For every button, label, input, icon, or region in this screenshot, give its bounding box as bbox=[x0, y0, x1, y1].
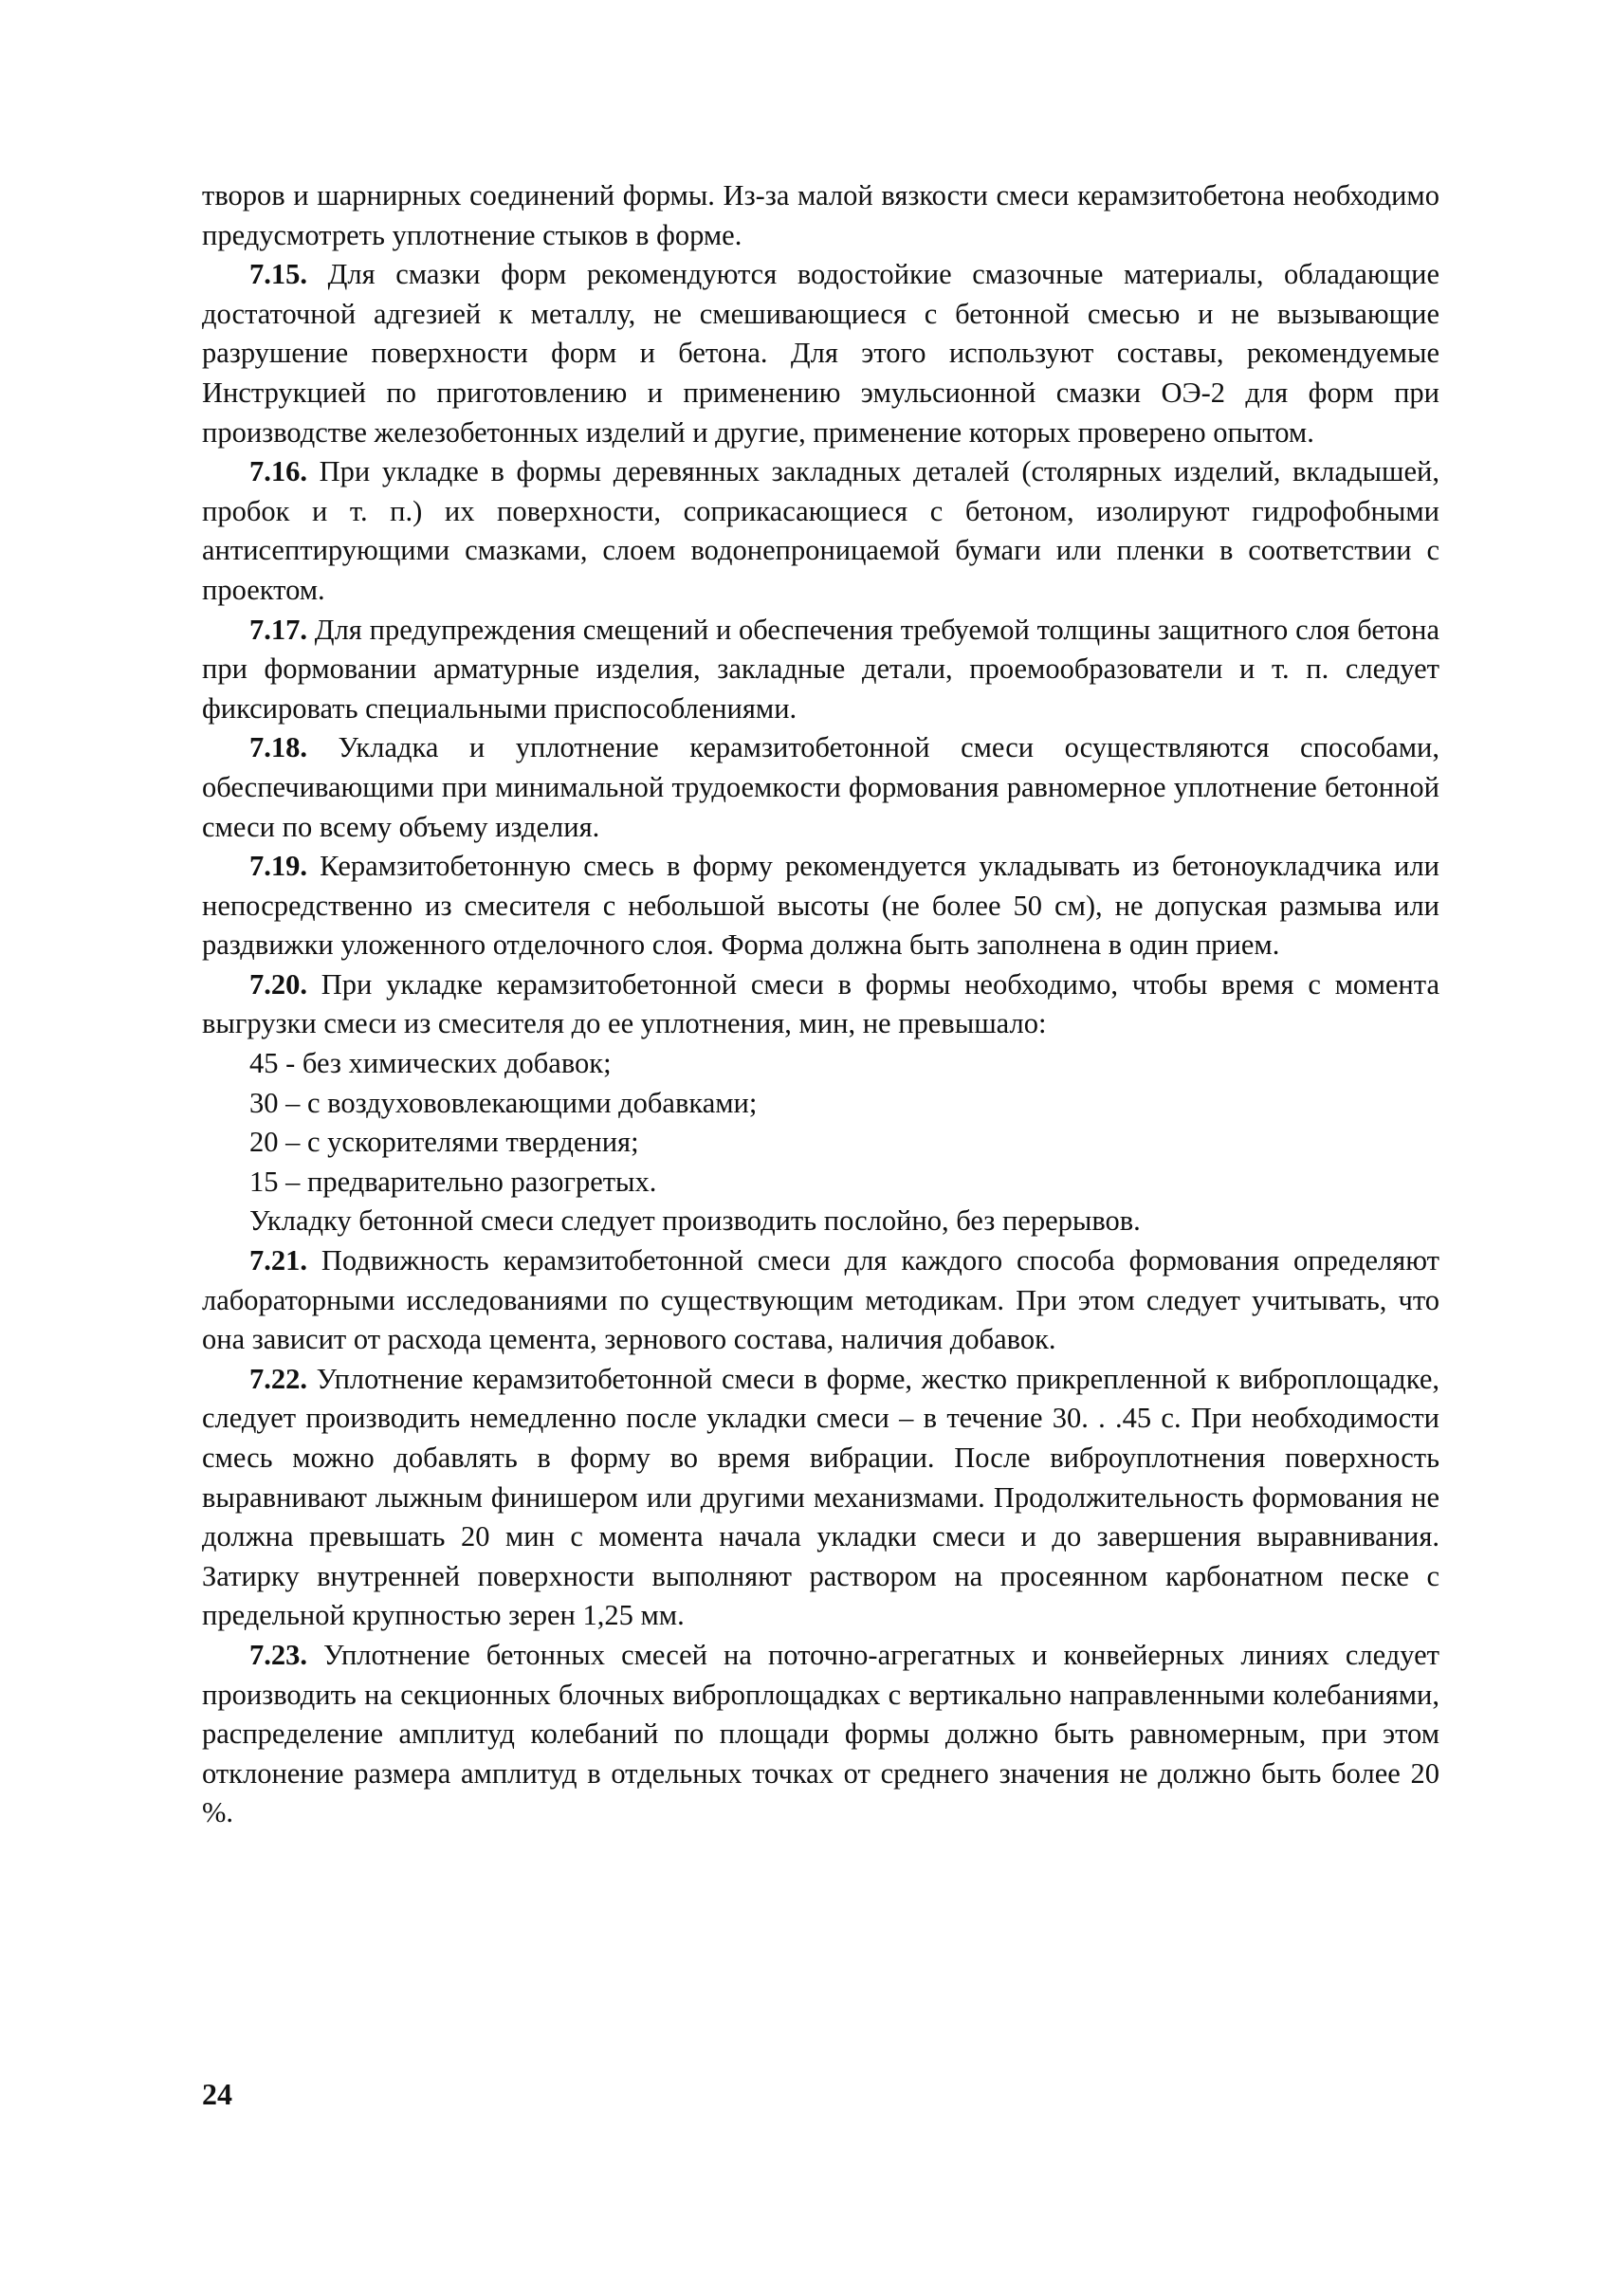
paragraph-7-17 bbox=[202, 611, 1439, 729]
clause-text: Укладка и уплотнение керамзитобетонной смеси осуществляются способами, обеспечивающими при минимальной трудоемкости формования равномерное уплотнение бетонной смеси по всему объему изделия. bbox=[202, 731, 1439, 843]
clause-text: При укладке керамзитобетонной смеси в формы необходимо, чтобы время с момента выгрузки смеси из смесителя до ее уплотнения, мин, не превышало: bbox=[202, 967, 1439, 1040]
clause-number: 7.19. bbox=[249, 850, 307, 883]
clause-number: 7.18. bbox=[249, 731, 307, 764]
paragraph-7-20-tail: Укладку бетонной смеси следует производить послойно, без перерывов. bbox=[249, 1204, 1141, 1238]
clause-number: 7.17. bbox=[249, 613, 307, 646]
list-item: 15 – предварительно разогретых. bbox=[249, 1165, 657, 1198]
clause-number: 7.22. bbox=[249, 1362, 307, 1395]
clause-number: 7.21. bbox=[249, 1244, 307, 1277]
list-item: 45 - без химических добавок; bbox=[249, 1047, 612, 1080]
document-body bbox=[202, 176, 1439, 1833]
clause-number: 7.20. bbox=[249, 967, 307, 1001]
page-number: 24 bbox=[202, 2077, 232, 2111]
clause-text: Для смазки форм рекомендуются водостойкие смазочные материалы, обладающие достаточной адгезией к металлу, не смешивающиеся с бетонной смесью и не вызывающие разрушение поверхности форм и бетона. Для этого используют составы, рекомендуемые Инструкцией по приготовлению и применению эмульсионной смазки ОЭ-2 для форм при производстве железобетонных изделий и другие, применение которых проверено опытом. bbox=[202, 258, 1439, 449]
paragraph-7-20 bbox=[202, 965, 1439, 1044]
paragraph-7-15 bbox=[202, 255, 1439, 452]
clause-text: Уплотнение бетонных смесей на поточно-агрегатных и конвейерных линиях следует производить на секционных блочных виброплощадках с вертикально направленными колебаниями, распределение амплитуд колебаний по площади формы должно быть равномерным, при этом отклонение размера амплитуд в отдельных точках от среднего значения не должно быть более 20 %. bbox=[202, 1638, 1439, 1829]
clause-text: При укладке в формы деревянных закладных деталей (столярных изделий, вкладышей, пробок и т. п.) их поверхности, соприкасающиеся с бетоном, изолируют гидрофобными антисептирующими смазками, слоем водонепроницаемой бумаги или пленки в соответствии с проектом. bbox=[202, 455, 1439, 606]
paragraph-intro: творов и шарнирных соединений формы. Из-за малой вязкости смеси керамзитобетона необходимо предусмотреть уплотнение стыков в форме. bbox=[202, 179, 1439, 251]
clause-text: Керамзитобетонную смесь в форму рекомендуется укладывать из бетоноукладчика или непосредственно из смесителя с небольшой высоты (не более 50 см), не допуская размыва или раздвижки уложенного отделочного слоя. Форма должна быть заполнена в один прием. bbox=[202, 850, 1439, 962]
list-item: 30 – с воздухововлекающими добавками; bbox=[249, 1086, 758, 1119]
clause-text: Уплотнение керамзитобетонной смеси в форме, жестко прикрепленной к виброплощадке, следует производить немедленно после укладки смеси – в течение 30. . .45 с. При необходимости смесь можно добавлять в форму во время вибрации. После виброуплотнения поверхность выравнивают лыжным финишером или другими механизмами. Продолжительность формования не должна превышать 20 мин с момента начала укладки смеси и до завершения выравнивания. Затирку внутренней поверхности выполняют раствором на просеянном карбонатном песке с предельной крупностью зерен 1,25 мм. bbox=[202, 1362, 1439, 1632]
clause-text: Подвижность керамзитобетонной смеси для каждого способа формования определяют лабораторными исследованиями по существующим методикам. При этом следует учитывать, что она зависит от расхода цемента, зернового состава, наличия добавок. bbox=[202, 1244, 1439, 1356]
time-limits-list bbox=[202, 1044, 1439, 1202]
paragraph-7-23 bbox=[202, 1636, 1439, 1833]
paragraph-7-19 bbox=[202, 847, 1439, 965]
clause-number: 7.23. bbox=[249, 1638, 307, 1671]
paragraph-7-18 bbox=[202, 728, 1439, 847]
clause-number: 7.15. bbox=[249, 258, 307, 291]
paragraph-7-21 bbox=[202, 1241, 1439, 1360]
paragraph-7-22 bbox=[202, 1360, 1439, 1636]
clause-text: Для предупреждения смещений и обеспечения требуемой толщины защитного слоя бетона при формовании арматурные изделия, закладные детали, проемообразователи и т. п. следует фиксировать специальными приспособлениями. bbox=[202, 613, 1439, 725]
paragraph-7-16 bbox=[202, 452, 1439, 610]
list-item: 20 – с ускорителями твердения; bbox=[249, 1126, 639, 1159]
clause-number: 7.16. bbox=[249, 455, 307, 488]
